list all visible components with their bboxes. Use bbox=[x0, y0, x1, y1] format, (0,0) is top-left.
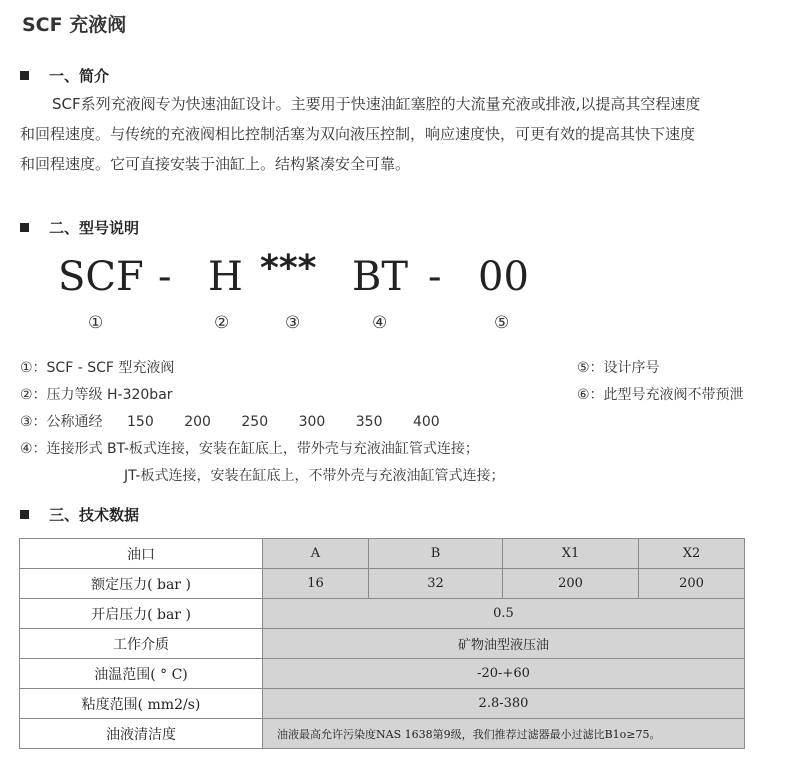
note-series: ①：SCF - SCF 型充液阀 bbox=[20, 360, 175, 376]
oil-temperature-value: -20-+60 bbox=[263, 659, 745, 689]
rated-pressure-b: 32 bbox=[369, 569, 503, 599]
note-pressure: ②：压力等级 H-320bar bbox=[20, 387, 173, 403]
viscosity-value: 2.8-380 bbox=[263, 689, 745, 719]
intro-line-2: 和回程速度。与传统的充液阀相比控制活塞为双向液压控制，响应速度快，可更有效的提高其快下速度 bbox=[20, 125, 696, 143]
port-x2: X2 bbox=[639, 539, 745, 569]
section-tech-heading-text: 三、技术数据 bbox=[49, 506, 140, 524]
cleanliness-value: 油液最高允许污染度NAS 1638第9级，我们推荐过滤器最小过滤比B1o≥75。 bbox=[263, 719, 745, 749]
model-code-dash-2: - bbox=[428, 254, 442, 300]
model-code-series: SCF bbox=[58, 254, 144, 300]
tech-data-table bbox=[19, 538, 745, 749]
section-model-heading bbox=[20, 217, 139, 238]
table-row bbox=[20, 539, 745, 569]
bore-value: 300 bbox=[298, 414, 326, 430]
port-b: B bbox=[369, 539, 503, 569]
bore-value: 150 bbox=[127, 414, 154, 430]
section-tech-heading bbox=[20, 504, 139, 525]
rated-pressure-x1: 200 bbox=[503, 569, 639, 599]
bore-value: 200 bbox=[184, 414, 211, 430]
bullet-square-icon bbox=[20, 71, 29, 80]
table-row bbox=[20, 569, 745, 599]
note-bore bbox=[20, 411, 440, 431]
row-label-rated-pressure: 额定压力( bar ) bbox=[20, 569, 263, 599]
note-connection-jt: JT-板式连接，安装在缸底上，不带外壳与充液油缸管式连接； bbox=[124, 468, 505, 484]
row-label-medium: 工作介质 bbox=[20, 629, 263, 659]
note-no-predecompression: ⑥：此型号充液阀不带预泄 bbox=[577, 387, 744, 403]
rated-pressure-x2: 200 bbox=[639, 569, 745, 599]
section-model-heading-text: 二、型号说明 bbox=[49, 219, 140, 237]
note-connection-bt: ④：连接形式 BT-板式连接，安装在缸底上，带外壳与充液油缸管式连接； bbox=[20, 441, 479, 457]
row-label-cracking-pressure: 开启压力( bar ) bbox=[20, 599, 263, 629]
table-row bbox=[20, 689, 745, 719]
marker-4: ④ bbox=[372, 313, 388, 333]
bullet-square-icon bbox=[20, 223, 29, 232]
cracking-pressure-value: 0.5 bbox=[263, 599, 745, 629]
row-label-cleanliness: 油液清洁度 bbox=[20, 719, 263, 749]
bullet-square-icon bbox=[20, 510, 29, 519]
model-code-dash-1: - bbox=[158, 254, 172, 300]
note-design-number: ⑤：设计序号 bbox=[577, 360, 660, 376]
table-row bbox=[20, 659, 745, 689]
bore-value: 250 bbox=[241, 414, 269, 430]
row-label-viscosity: 粘度范围( mm2/s) bbox=[20, 689, 263, 719]
row-label-oil-temperature: 油温范围( ° C) bbox=[20, 659, 263, 689]
row-label-port: 油口 bbox=[20, 539, 263, 569]
model-code-connection: BT bbox=[352, 254, 409, 300]
note-bore-label: ③：公称通经 bbox=[20, 414, 103, 430]
marker-5: ⑤ bbox=[494, 313, 510, 333]
model-code-design: 00 bbox=[478, 254, 529, 300]
table-row bbox=[20, 629, 745, 659]
model-code-size: *** bbox=[260, 248, 317, 289]
table-row bbox=[20, 719, 745, 749]
marker-1: ① bbox=[88, 313, 104, 333]
model-code-pressure: H bbox=[208, 254, 243, 300]
bore-value: 350 bbox=[355, 414, 383, 430]
port-a: A bbox=[263, 539, 369, 569]
intro-line-1: SCF系列充液阀专为快速油缸设计。主要用于快速油缸塞腔的大流量充液或排液,以提高其空程速度 bbox=[52, 95, 701, 113]
port-x1: X1 bbox=[503, 539, 639, 569]
bore-value: 400 bbox=[412, 414, 440, 430]
marker-2: ② bbox=[214, 313, 230, 333]
rated-pressure-a: 16 bbox=[263, 569, 369, 599]
section-intro-heading-text: 一、简介 bbox=[49, 67, 110, 85]
marker-3: ③ bbox=[285, 313, 301, 333]
table-row bbox=[20, 599, 745, 629]
intro-line-3: 和回程速度。它可直接安装于油缸上。结构紧凑安全可靠。 bbox=[20, 155, 411, 173]
section-intro-heading bbox=[20, 65, 109, 86]
page-title: SCF 充液阀 bbox=[22, 14, 127, 36]
medium-value: 矿物油型液压油 bbox=[263, 629, 745, 659]
